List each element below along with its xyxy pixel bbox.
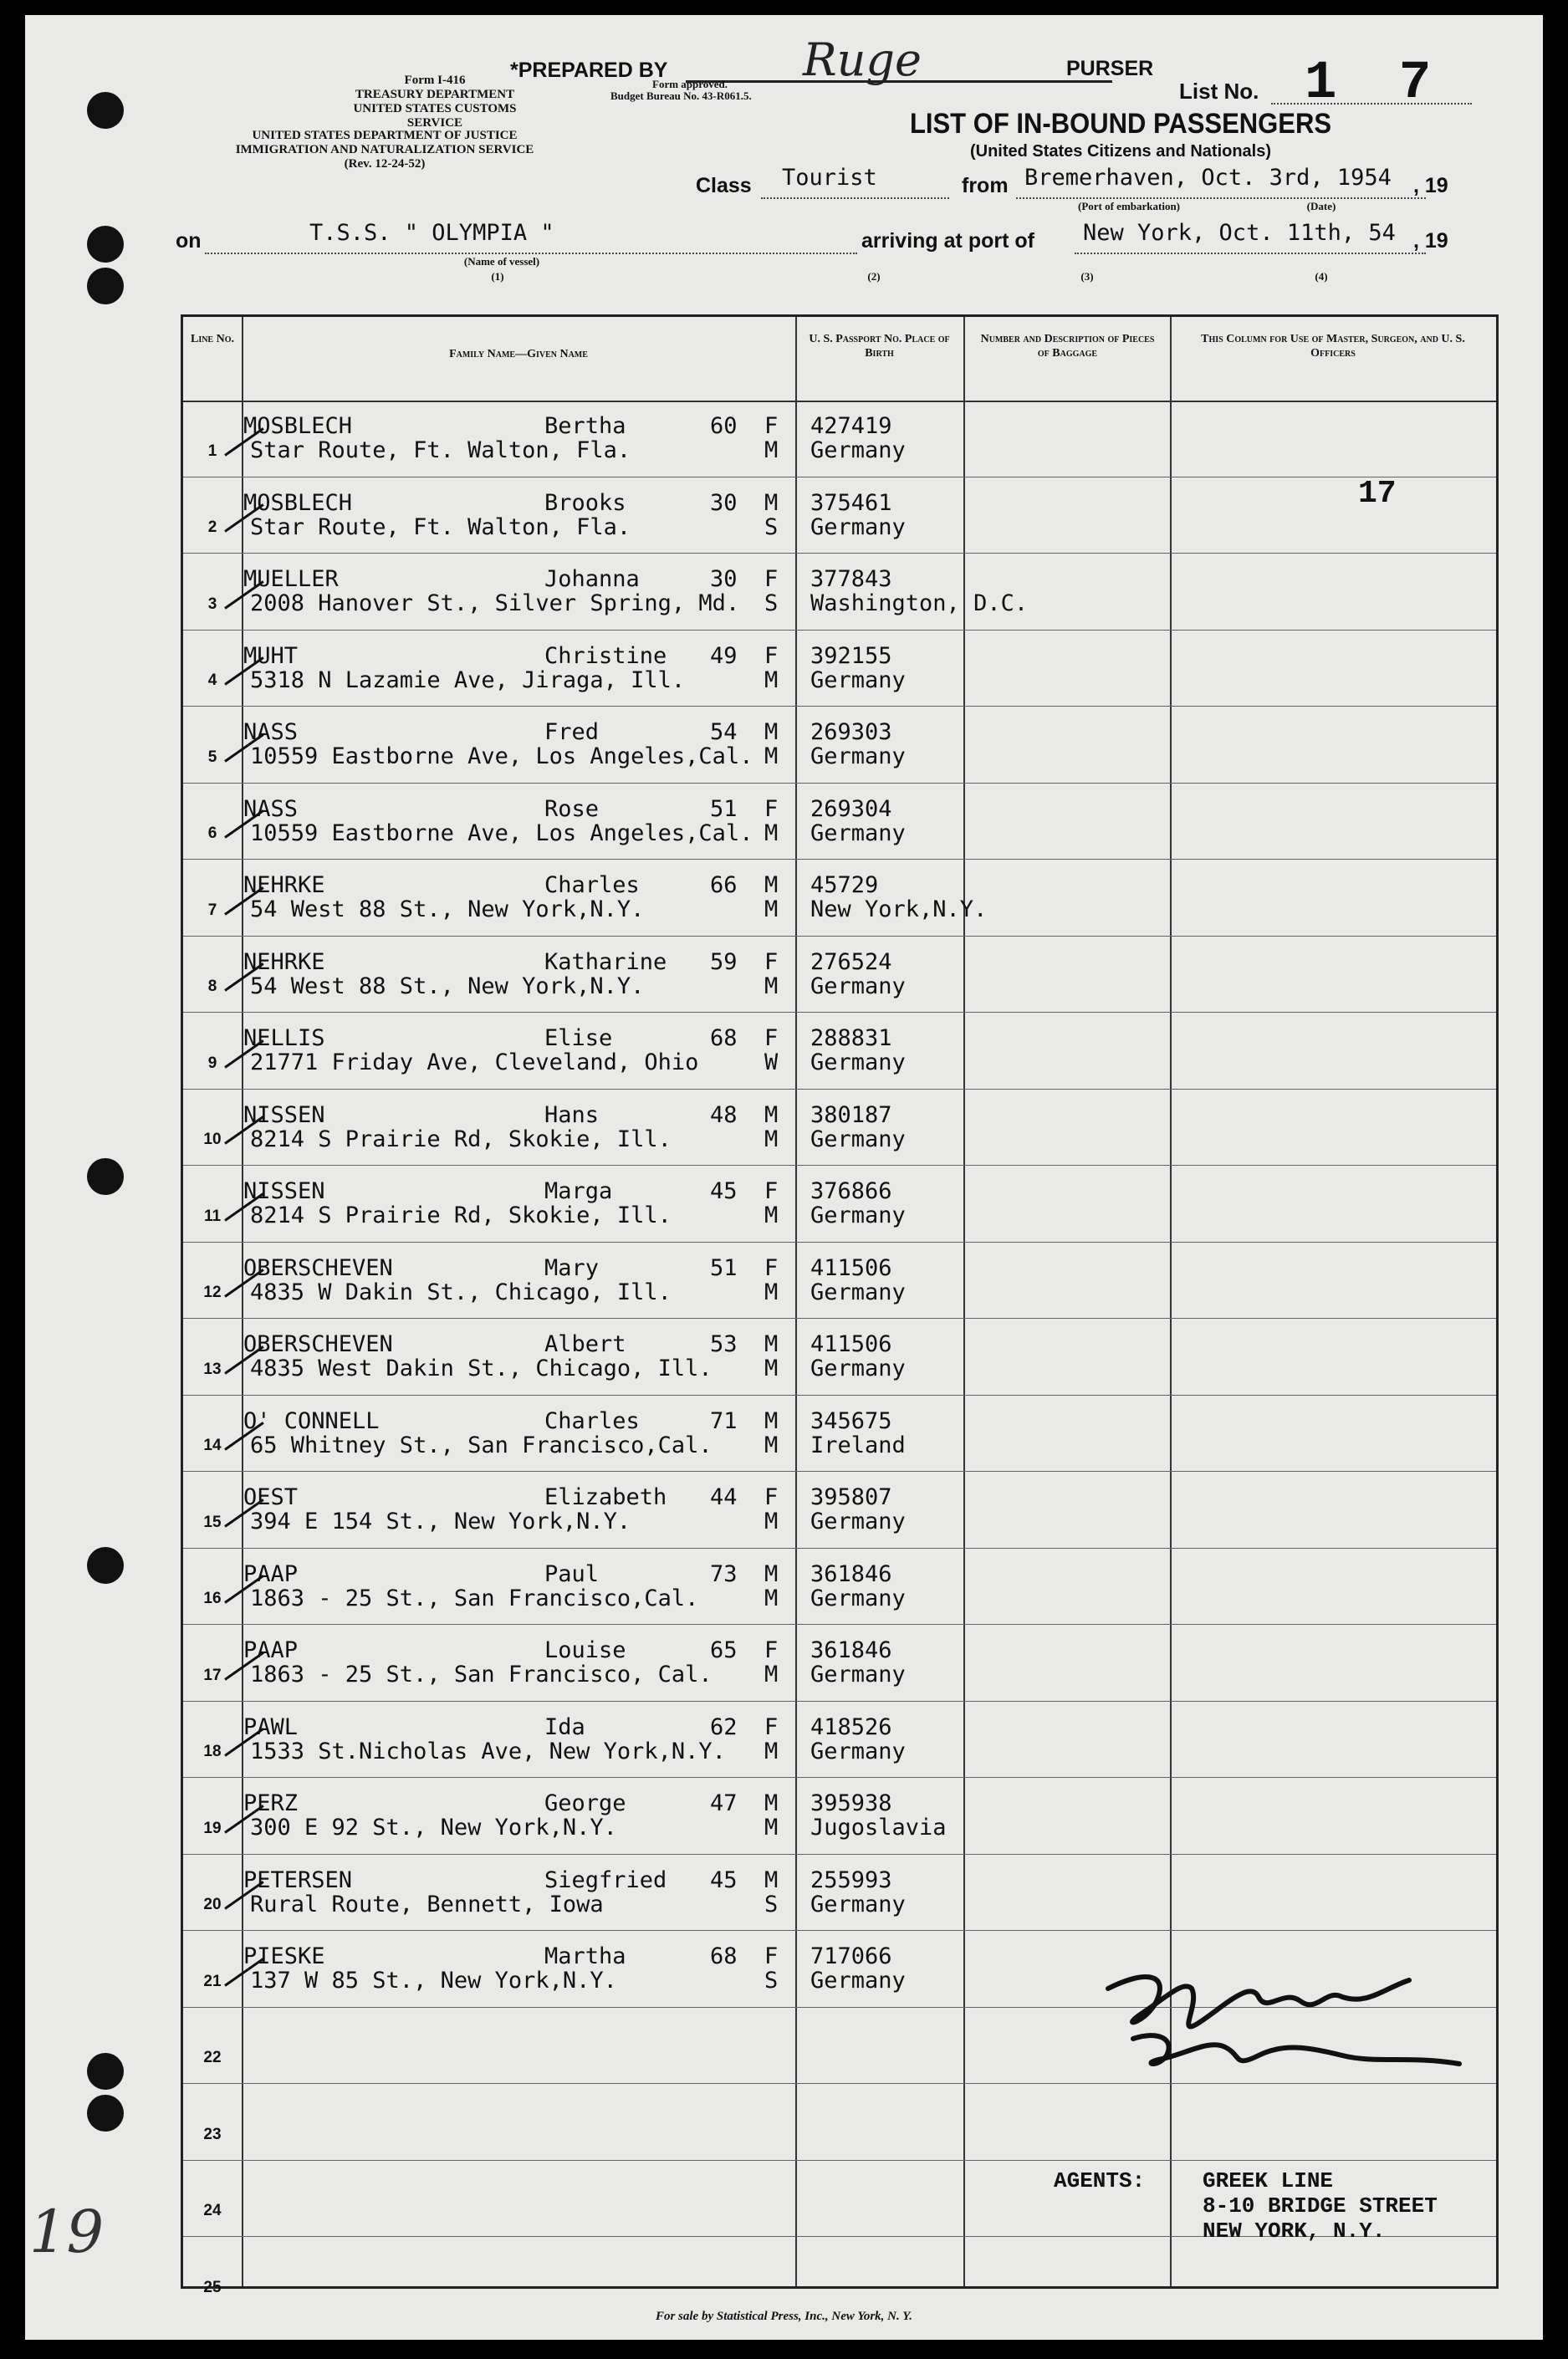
from-year-suffix: , 19	[1413, 174, 1448, 197]
address: 4835 West Dakin St., Chicago, Ill.	[250, 1356, 712, 1381]
address: Rural Route, Bennett, Iowa	[250, 1892, 604, 1917]
line-number: 25	[203, 2278, 222, 2296]
birthplace: Germany	[810, 1126, 906, 1152]
family-name: OBERSCHEVEN	[243, 1254, 393, 1281]
table-row	[183, 1625, 1496, 1702]
age: 51	[710, 795, 738, 822]
table-row	[183, 1166, 1496, 1243]
marital-status: S	[764, 1968, 779, 1994]
passport-number: 361846	[810, 1560, 892, 1587]
family-name: MOSBLECH	[243, 413, 353, 439]
address: 1533 St.Nicholas Ave, New York,N.Y.	[250, 1739, 726, 1764]
table-row	[183, 631, 1496, 707]
given-name: Paul	[544, 1560, 600, 1587]
marital-status: M	[764, 437, 779, 463]
family-name: O' CONNELL	[243, 1407, 380, 1434]
treasury-dept: TREASURY DEPARTMENT	[355, 88, 515, 101]
binder-hole	[87, 268, 124, 304]
col-header-officers: This Column for Use of Master, Surgeon, and U. S. Officers	[1201, 333, 1465, 360]
address: 394 E 154 St., New York,N.Y.	[250, 1509, 631, 1534]
given-name: Mary	[544, 1254, 600, 1281]
given-name: Bertha	[544, 413, 626, 439]
table-row	[183, 1855, 1496, 1932]
justice-dept-block	[167, 129, 602, 171]
marital-status: M	[764, 820, 779, 846]
col-num-1: (1)	[491, 270, 504, 283]
table-row	[183, 1778, 1496, 1855]
sex: F	[764, 413, 779, 439]
age: 65	[710, 1637, 738, 1663]
agents-label: AGENTS:	[1054, 2168, 1146, 2193]
line-number: 3	[207, 595, 217, 613]
line-number: 1	[207, 442, 217, 460]
passport-number: 276524	[810, 948, 892, 975]
birthplace: Germany	[810, 1968, 906, 1994]
family-name: MOSBLECH	[243, 489, 353, 516]
age: 73	[710, 1560, 738, 1587]
arriving-value: New York, Oct. 11th, 54	[1083, 220, 1396, 246]
table-row	[183, 1319, 1496, 1396]
family-name: NELLIS	[243, 1025, 325, 1051]
marital-status: M	[764, 1356, 779, 1381]
age: 45	[710, 1178, 738, 1204]
birthplace: Germany	[810, 1279, 906, 1305]
family-name: NASS	[243, 795, 299, 822]
given-name: Martha	[544, 1943, 626, 1969]
age: 53	[710, 1331, 738, 1357]
sex: F	[764, 795, 779, 822]
binder-hole	[87, 92, 124, 129]
from-label: from	[962, 174, 1009, 197]
address: 21771 Friday Ave, Cleveland, Ohio	[250, 1050, 699, 1075]
family-name: PAAP	[243, 1637, 299, 1663]
sex: F	[764, 1713, 779, 1740]
family-name: NISSEN	[243, 1101, 325, 1128]
birthplace: Germany	[810, 666, 906, 693]
given-name: Katharine	[544, 948, 667, 975]
prepared-by-label: *PREPARED BY	[510, 59, 668, 82]
sex: F	[764, 1943, 779, 1969]
ins-service: IMMIGRATION AND NATURALIZATION SERVICE	[235, 143, 534, 156]
birthplace: Germany	[810, 1585, 906, 1611]
line-number: 19	[203, 1819, 222, 1837]
marital-status: S	[764, 590, 779, 616]
birthplace: Germany	[810, 1662, 906, 1688]
passport-number: 255993	[810, 1866, 892, 1893]
footer-note: For sale by Statistical Press, Inc., New York, N. Y.	[655, 2310, 913, 2323]
arriving-underline	[1075, 253, 1426, 254]
family-name: NISSEN	[243, 1178, 325, 1204]
age: 68	[710, 1025, 738, 1051]
line-number: 23	[203, 2125, 222, 2143]
table-row-empty	[183, 2237, 1496, 2314]
line-number: 16	[203, 1590, 222, 1607]
table-row	[183, 1472, 1496, 1549]
marital-status: M	[764, 1815, 779, 1841]
given-name: Johanna	[544, 566, 640, 592]
passport-number: 269304	[810, 795, 892, 822]
line-number: 13	[203, 1360, 222, 1378]
given-name: Rose	[544, 795, 600, 822]
from-value: Bremerhaven, Oct. 3rd, 1954	[1024, 165, 1392, 191]
given-name: Brooks	[544, 489, 626, 516]
family-name: PAWL	[243, 1713, 299, 1740]
address: 8214 S Prairie Rd, Skokie, Ill.	[250, 1126, 672, 1152]
address: 1863 - 25 St., San Francisco,Cal.	[250, 1585, 699, 1611]
address: 10559 Eastborne Ave, Los Angeles,Cal.	[250, 820, 753, 846]
sex: M	[764, 1101, 779, 1128]
marital-status: M	[764, 1432, 779, 1458]
passport-number: 376866	[810, 1178, 892, 1204]
table-row	[183, 1243, 1496, 1320]
table-row	[183, 477, 1496, 554]
family-name: NASS	[243, 719, 299, 745]
line-number: 12	[203, 1284, 222, 1301]
age: 30	[710, 489, 738, 516]
family-name: PERZ	[243, 1790, 299, 1816]
marital-status: M	[764, 1585, 779, 1611]
given-name: Charles	[544, 872, 640, 898]
age: 30	[710, 566, 738, 592]
arriving-year-suffix: , 19	[1413, 229, 1448, 253]
line-number: 18	[203, 1743, 222, 1760]
given-name: Christine	[544, 642, 667, 669]
form-number: Form I-416	[404, 74, 466, 87]
on-label: on	[176, 229, 202, 253]
birthplace: Germany	[810, 1891, 906, 1917]
passport-number: 45729	[810, 872, 879, 898]
table-row	[183, 784, 1496, 860]
given-name: Elizabeth	[544, 1484, 667, 1510]
sex: M	[764, 1790, 779, 1816]
line-number: 5	[207, 748, 217, 766]
passport-number: 411506	[810, 1254, 892, 1281]
passport-number: 288831	[810, 1025, 892, 1051]
age: 45	[710, 1866, 738, 1893]
passport-number: 427419	[810, 413, 892, 439]
manifest-page	[25, 15, 1543, 2340]
sex: F	[764, 1178, 779, 1204]
given-name: Louise	[544, 1637, 626, 1663]
date-caption: (Date)	[1306, 200, 1336, 212]
birthplace: New York,N.Y.	[810, 896, 988, 922]
port-caption: (Port of embarkation)	[1077, 200, 1181, 212]
address: 54 West 88 St., New York,N.Y.	[250, 973, 645, 999]
sex: M	[764, 1560, 779, 1587]
list-no-value: 1 7	[1305, 54, 1447, 114]
passport-number: 395938	[810, 1790, 892, 1816]
table-row	[183, 1549, 1496, 1626]
birthplace: Washington, D.C.	[810, 590, 1029, 616]
vessel-caption: (Name of vessel)	[463, 255, 540, 268]
age: 44	[710, 1484, 738, 1510]
sex: F	[764, 1025, 779, 1051]
family-name: NEHRKE	[243, 948, 325, 975]
table-row	[183, 1702, 1496, 1779]
passport-number: 375461	[810, 489, 892, 516]
age: 60	[710, 413, 738, 439]
birthplace: Germany	[810, 513, 906, 540]
line-number: 2	[207, 518, 217, 536]
marital-status: W	[764, 1049, 779, 1075]
marital-status: M	[764, 1509, 779, 1534]
age: 51	[710, 1254, 738, 1281]
line-number: 9	[207, 1054, 217, 1072]
col-header-passport: U. S. Passport No. Place of Birth	[809, 333, 950, 360]
given-name: Fred	[544, 719, 600, 745]
justice-dept: UNITED STATES DEPARTMENT OF JUSTICE	[252, 129, 518, 142]
family-name: PIESKE	[243, 1943, 325, 1969]
age: 68	[710, 1943, 738, 1969]
class-underline	[761, 197, 949, 199]
binder-hole	[87, 1547, 124, 1584]
agents-line1: GREEK LINE	[1203, 2168, 1334, 2193]
prepared-by-signature: Ruge	[803, 33, 922, 86]
family-name: OEST	[243, 1484, 299, 1510]
age: 54	[710, 719, 738, 745]
passport-number: 345675	[810, 1407, 892, 1434]
given-name: Elise	[544, 1025, 613, 1051]
marital-status: M	[764, 1279, 779, 1305]
line-number: 8	[207, 978, 217, 995]
sex: F	[764, 1637, 779, 1663]
address: 4835 W Dakin St., Chicago, Ill.	[250, 1279, 672, 1305]
sex: F	[764, 1484, 779, 1510]
sex: F	[764, 642, 779, 669]
table-row	[183, 1013, 1496, 1090]
given-name: Albert	[544, 1331, 626, 1357]
age: 71	[710, 1407, 738, 1434]
marital-status: S	[764, 1891, 779, 1917]
line-number: 15	[203, 1513, 222, 1531]
agents-line2: 8-10 BRIDGE STREET	[1203, 2193, 1438, 2219]
birthplace: Germany	[810, 743, 906, 769]
line-number: 7	[207, 901, 217, 919]
line-number: 20	[203, 1896, 222, 1913]
handwritten-signature	[1091, 1938, 1501, 2081]
passport-number: 377843	[810, 566, 892, 592]
col-num-2: (2)	[867, 270, 881, 283]
address: 54 West 88 St., New York,N.Y.	[250, 897, 645, 922]
revision: (Rev. 12-24-52)	[344, 157, 426, 171]
given-name: Hans	[544, 1101, 600, 1128]
address: 5318 N Lazamie Ave, Jiraga, Ill.	[250, 667, 686, 693]
customs-service: UNITED STATES CUSTOMS SERVICE	[353, 102, 517, 130]
marital-status: S	[764, 513, 779, 540]
line-number: 14	[203, 1437, 222, 1454]
birthplace: Germany	[810, 1356, 906, 1381]
purser-label: PURSER	[1066, 57, 1154, 80]
given-name: Ida	[544, 1713, 585, 1740]
form-approved: Form approved.	[652, 78, 728, 90]
sex: M	[764, 872, 779, 898]
agents-block	[1203, 2168, 1438, 2244]
age: 62	[710, 1713, 738, 1740]
budget-bureau: Budget Bureau No. 43-R061.5.	[610, 89, 752, 102]
birthplace: Germany	[810, 820, 906, 846]
birthplace: Germany	[810, 1509, 906, 1534]
sex: M	[764, 1331, 779, 1357]
birthplace: Germany	[810, 1738, 906, 1764]
family-name: MUHT	[243, 642, 299, 669]
table-row	[183, 707, 1496, 784]
sex: M	[764, 489, 779, 516]
agents-line3: NEW YORK, N.Y.	[1203, 2219, 1386, 2244]
line-number: 6	[207, 825, 217, 842]
address: 8214 S Prairie Rd, Skokie, Ill.	[250, 1203, 672, 1228]
class-label: Class	[696, 174, 752, 197]
birthplace: Jugoslavia	[810, 1815, 947, 1841]
sex: F	[764, 948, 779, 975]
family-name: PETERSEN	[243, 1866, 353, 1893]
given-name: George	[544, 1790, 626, 1816]
sex: M	[764, 719, 779, 745]
passport-number: 269303	[810, 719, 892, 745]
passport-number: 418526	[810, 1713, 892, 1740]
address: 2008 Hanover St., Silver Spring, Md.	[250, 591, 740, 616]
line-number: 21	[203, 1972, 222, 1990]
family-name: OBERSCHEVEN	[243, 1331, 393, 1357]
table-row	[183, 1396, 1496, 1473]
table-row	[183, 937, 1496, 1014]
line-number: 24	[203, 2202, 222, 2219]
officer-count: 17	[1358, 476, 1397, 512]
birthplace: Germany	[810, 1049, 906, 1075]
class-value: Tourist	[782, 165, 877, 191]
marital-status: M	[764, 666, 779, 693]
binder-hole	[87, 226, 124, 263]
budget-block	[610, 79, 828, 102]
table-row	[183, 1090, 1496, 1167]
birthplace: Germany	[810, 973, 906, 999]
address: Star Route, Ft. Walton, Fla.	[250, 514, 631, 540]
table-row	[183, 401, 1496, 477]
passport-number: 411506	[810, 1331, 892, 1357]
vessel-value: T.S.S. " OLYMPIA "	[309, 220, 554, 246]
age: 59	[710, 948, 738, 975]
sex: M	[764, 1866, 779, 1893]
line-number: 10	[203, 1131, 222, 1148]
given-name: Marga	[544, 1178, 613, 1204]
col-header-line-no: Line No.	[190, 333, 234, 345]
passport-number: 380187	[810, 1101, 892, 1128]
line-number: 17	[203, 1666, 222, 1684]
sex: F	[764, 1254, 779, 1281]
table-row-empty	[183, 2084, 1496, 2161]
marital-status: M	[764, 973, 779, 999]
marital-status: M	[764, 1126, 779, 1152]
family-name: MUELLER	[243, 566, 339, 592]
binder-hole	[87, 1158, 124, 1195]
address: 300 E 92 St., New York,N.Y.	[250, 1815, 617, 1841]
marital-status: M	[764, 1662, 779, 1688]
binder-hole	[87, 2053, 124, 2090]
age: 48	[710, 1101, 738, 1128]
birthplace: Ireland	[810, 1432, 906, 1458]
family-name: NEHRKE	[243, 872, 325, 898]
marital-status: M	[764, 1738, 779, 1764]
age: 49	[710, 642, 738, 669]
margin-mark: 19	[29, 2198, 105, 2266]
birthplace: Germany	[810, 437, 906, 463]
sex: M	[764, 1407, 779, 1434]
address: 65 Whitney St., San Francisco,Cal.	[250, 1432, 712, 1458]
arriving-label: arriving at port of	[861, 229, 1034, 253]
col-header-baggage: Number and Description of Pieces of Baggage	[980, 333, 1155, 360]
marital-status: M	[764, 1202, 779, 1228]
table-row	[183, 554, 1496, 631]
passport-number: 392155	[810, 642, 892, 669]
col-header-name: Family Name—Given Name	[449, 348, 588, 360]
list-no-label: List No.	[1179, 79, 1259, 104]
given-name: Siegfried	[544, 1866, 667, 1893]
passport-number: 361846	[810, 1637, 892, 1663]
address: 10559 Eastborne Ave, Los Angeles,Cal.	[250, 744, 753, 769]
binder-hole	[87, 2095, 124, 2132]
given-name: Charles	[544, 1407, 640, 1434]
age: 47	[710, 1790, 738, 1816]
birthplace: Germany	[810, 1202, 906, 1228]
manifest-title: LIST OF IN-BOUND PASSENGERS	[909, 107, 1332, 140]
marital-status: M	[764, 743, 779, 769]
line-number: 22	[203, 2049, 222, 2066]
address: 137 W 85 St., New York,N.Y.	[250, 1968, 617, 1994]
table-row	[183, 860, 1496, 937]
age: 66	[710, 872, 738, 898]
marital-status: M	[764, 896, 779, 922]
sex: F	[764, 566, 779, 592]
family-name: PAAP	[243, 1560, 299, 1587]
line-number: 4	[207, 671, 217, 689]
address: 1863 - 25 St., San Francisco, Cal.	[250, 1662, 712, 1688]
passport-number: 395807	[810, 1484, 892, 1510]
passport-number: 717066	[810, 1943, 892, 1969]
address: Star Route, Ft. Walton, Fla.	[250, 438, 631, 463]
line-number: 11	[203, 1207, 222, 1225]
manifest-subtitle: (United States Citizens and Nationals)	[969, 142, 1272, 161]
col-num-3: (3)	[1080, 270, 1094, 283]
form-id-block	[343, 74, 527, 130]
col-num-4: (4)	[1315, 270, 1328, 283]
